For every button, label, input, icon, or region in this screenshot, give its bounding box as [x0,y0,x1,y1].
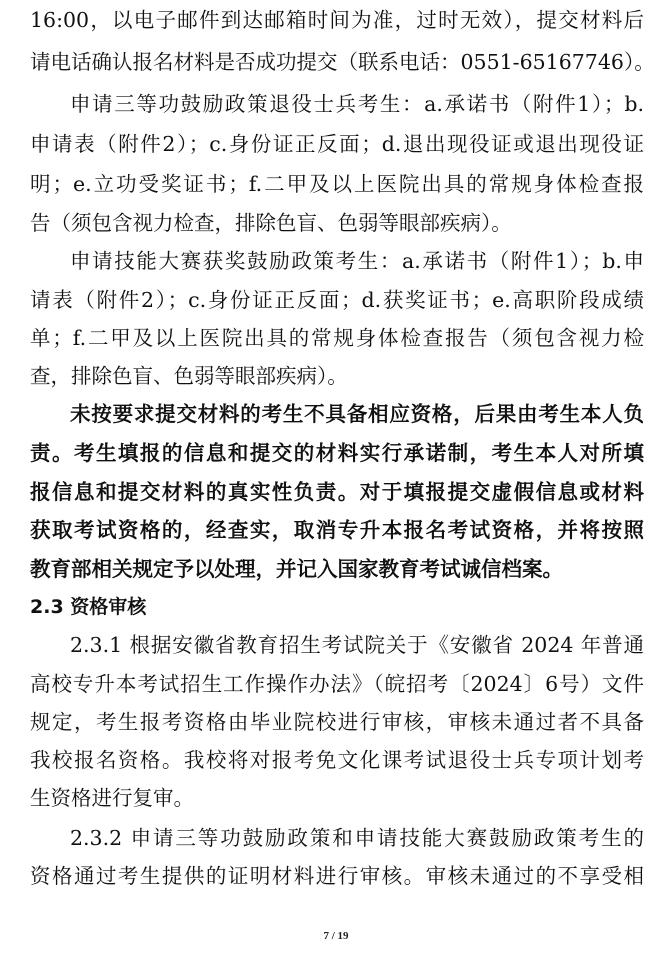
text-line: 请表（附件2）；c.身份证正反面；d.获奖证书；e.高职阶段成绩 [30,288,644,312]
text-line: 获取考试资格的，经查实，取消专升本报名考试资格，并将按照 [30,518,644,542]
text-line: 单；f.二甲及以上医院出具的常规身体检查报告（须包含视力检 [30,326,644,350]
text-line: 生资格进行复审。 [30,786,194,810]
text-line: 未按要求提交材料的考生不具备相应资格，后果由考生本人负 [70,402,644,426]
text-line: 16:00，以电子邮件到达邮箱时间为准，过时无效），提交材料后 [30,8,644,32]
text-line: 明；e.立功受奖证书；f.二甲及以上医院出具的常规身体检查报 [30,172,644,196]
text-line: 规定，考生报考资格由毕业院校进行审核，审核未通过者不具备 [30,710,644,734]
page-number: 7 / 19 [323,930,349,942]
text-line: 申请三等功鼓励政策退役士兵考生：a.承诺书（附件1）；b. [70,92,644,116]
text-line: 我校报名资格。我校将对报考免文化课考试退役士兵专项计划考 [30,748,644,772]
text-line: 2.3.1 根据安徽省教育招生考试院关于《安徽省 2024 年普通 [70,633,644,657]
text-line: 2.3.2 申请三等功鼓励政策和申请技能大赛鼓励政策考生的 [70,826,644,850]
text-line: 教育部相关规定予以处理，并记入国家教育考试诚信档案。 [30,557,563,581]
text-line: 申请技能大赛获奖鼓励政策考生：a.承诺书（附件1）；b.申 [70,249,644,273]
text-line: 查，排除色盲、色弱等眼部疾病）。 [30,364,348,388]
text-line: 责。考生填报的信息和提交的材料实行承诺制，考生本人对所填 [30,441,644,465]
text-line: 报信息和提交材料的真实性负责。对于填报提交虚假信息或材料 [30,480,644,504]
text-line: 告（须包含视力检查，排除色盲、色弱等眼部疾病）。 [30,211,512,235]
text-line: 申请表（附件2）；c.身份证正反面；d.退出现役证或退出现役证 [30,132,644,156]
section-heading: 2.3 资格审核 [30,596,147,618]
text-line: 高校专升本考试招生工作操作办法》（皖招考〔2024〕6号）文件 [30,672,644,696]
text-line: 请电话确认报名材料是否成功提交（联系电话：0551-65167746）。 [30,50,655,74]
text-line: 资格通过考生提供的证明材料进行审核。审核未通过的不享受相 [30,864,644,888]
